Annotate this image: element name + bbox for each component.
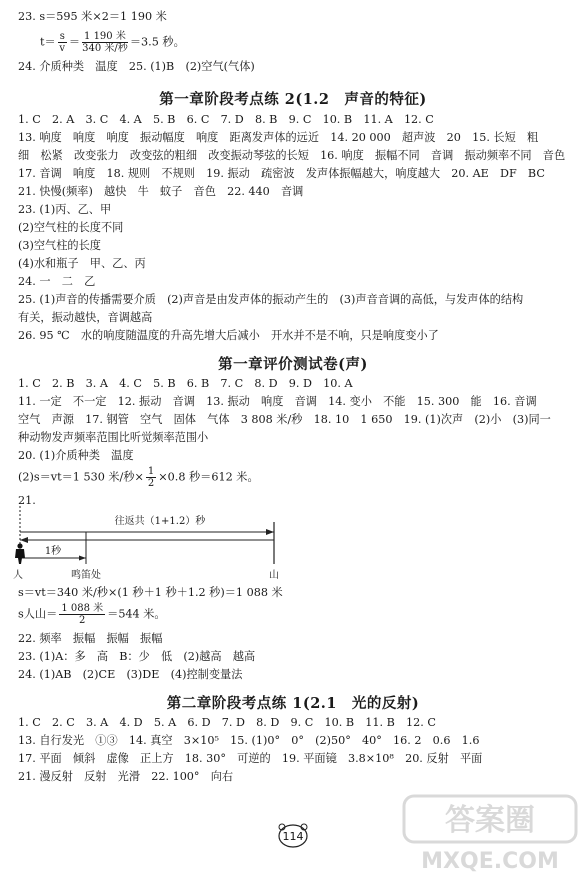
answer-line: (3)空气柱的长度: [18, 239, 101, 252]
answer-line: 20. (1)介质种类 温度: [18, 449, 134, 462]
fraction-distance-over-speed: $\frac{\text{1 190 米}}{\text{340 米/秒}}$: [82, 31, 128, 54]
answer-line: 空气 声源 17. 钢管 空气 固体 气体 3 808 米/秒 18. 10 1 650 19. (1)次声 (2)小 (3)同一: [18, 413, 551, 426]
watermark-logo: [402, 794, 578, 874]
answer-line: 23. (1)丙、乙、甲: [18, 203, 112, 216]
answer-line: 24. 一 二 乙: [18, 275, 96, 288]
formula-result: ＝3.5 秒。: [129, 35, 185, 49]
answer-line: 24. (1)AB (2)CE (3)DE (4)控制变量法: [18, 668, 243, 681]
horn-label: 鸣笛处: [71, 570, 101, 581]
answer-line: 1. C 2. B 3. A 4. C 5. B 6. B 7. C 8. D 9. D 10. A: [18, 377, 353, 390]
fraction-one-half: $\frac{1}{2}$: [147, 466, 155, 489]
answer-line: 细 松紧 改变张力 改变弦的粗细 改变振动琴弦的长短 16. 响度 振幅不同 音调 振动频率不同 音色: [18, 149, 566, 162]
answer-line: 种动物发声频率范围比听觉频率范围小: [18, 431, 209, 444]
formula-prefix: t＝: [40, 35, 56, 49]
svg-text:MXQE.COM: MXQE.COM: [421, 849, 559, 874]
answer-line: 26. 95 ℃ 水的响度随温度的升高先增大后减小 开水并不是不响，只是响度变小了: [18, 329, 439, 342]
answer-line: 22. 频率 振幅 振幅 振幅: [18, 632, 163, 645]
arrow-left-icon: [20, 537, 28, 543]
mountain-label: 山: [269, 570, 279, 581]
page-number-badge: [274, 822, 312, 850]
answer-line: 21. 漫反射 反射 光滑 22. 100° 向右: [18, 770, 234, 783]
answer-line: 23. s＝595 米×2＝1 190 米: [18, 10, 167, 23]
formula-21: s人山＝ $\frac{\text{1 088 米}}{2}$ ＝544 米。: [18, 603, 166, 626]
round-trip-label: 往返共（1+1.2）秒: [114, 516, 206, 527]
answer-line: 1. C 2. C 3. A 4. D 5. A 6. D 7. D 8. D 9. C 10. B 11. B 12. C: [18, 716, 436, 729]
answer-line: (4)水和瓶子 甲、乙、丙: [18, 257, 146, 270]
section-title: 第一章评价测试卷(声): [218, 356, 368, 373]
person-label: 人: [13, 570, 23, 581]
answer-line: s＝vt＝340 米/秒×(1 秒＋1 秒＋1.2 秒)＝1 088 米: [18, 586, 283, 599]
svg-text:答案圈: 答案圈: [445, 803, 535, 838]
person-icon: [15, 543, 25, 564]
answer-line: (2)空气柱的长度不同: [18, 221, 124, 234]
echo-diagram: [10, 500, 300, 582]
section-title: 第二章阶段考点练 1(2.1 光的反射): [166, 695, 420, 712]
answer-line: 17. 音调 响度 18. 规则 不规则 19. 振动 疏密波 发声体振幅越大，响度越大 20. AE DF BC: [18, 167, 545, 180]
arrow-right-icon: [266, 529, 274, 535]
answer-line: 23. (1)A：多 高 B：少 低 (2)越高 越高: [18, 650, 256, 663]
formula-20: (2)s＝vt＝1 530 米/秒× $\frac{1}{2}$ ×0.8 秒＝612 米。: [18, 466, 259, 489]
answer-line: 11. 一定 不一定 12. 振动 音调 13. 振动 响度 音调 14. 变小 不能 15. 300 能 16. 音调: [18, 395, 537, 408]
question-number: 21.: [18, 494, 36, 507]
answer-line: 25. (1)声音的传播需要介质 (2)声音是由发声体的振动产生的 (3)声音音调的高低，与发声体的结构: [18, 293, 524, 306]
answer-line: 21. 快慢(频率) 越快 牛 蚊子 音色 22. 440 音调: [18, 185, 304, 198]
segment-label: 1秒: [44, 546, 62, 557]
answer-line: 1. C 2. A 3. C 4. A 5. B 6. C 7. D 8. B 9. C 10. B 11. A 12. C: [18, 113, 434, 126]
page-number: 114: [282, 830, 304, 843]
arrow-right-icon: [79, 556, 86, 561]
answer-line: 13. 自行发光 ①③ 14. 真空 3×10⁵ 15. (1)0° 0° (2)50° 40° 16. 2 0.6 1.6: [18, 734, 480, 747]
answer-line: 13. 响度 响度 响度 振动幅度 响度 距离发声体的远近 14. 20 000 超声波 20 15. 长短 粗: [18, 131, 539, 144]
fraction-half-distance: $\frac{\text{1 088 米}}{2}$: [61, 603, 104, 626]
answer-line: 有关，振动越快，音调越高: [18, 311, 153, 324]
section-title: 第一章阶段考点练 2(1.2 声音的特征): [159, 91, 427, 108]
answer-line: 17. 平面 倾斜 虚像 正上方 18. 30° 可逆的 19. 平面镜 3.8×10⁸ 20. 反射 平面: [18, 752, 483, 765]
fraction-s-over-v: $\frac{s}{v}$: [59, 31, 66, 54]
formula-t: t＝ $\frac{s}{v}$ ＝ $\frac{\text{1 190 米}}{\text{340 米/秒}}$ ＝3.5 秒。: [40, 31, 185, 54]
answer-line: 24. 介质种类 温度 25. (1)B (2)空气(气体): [18, 60, 255, 73]
